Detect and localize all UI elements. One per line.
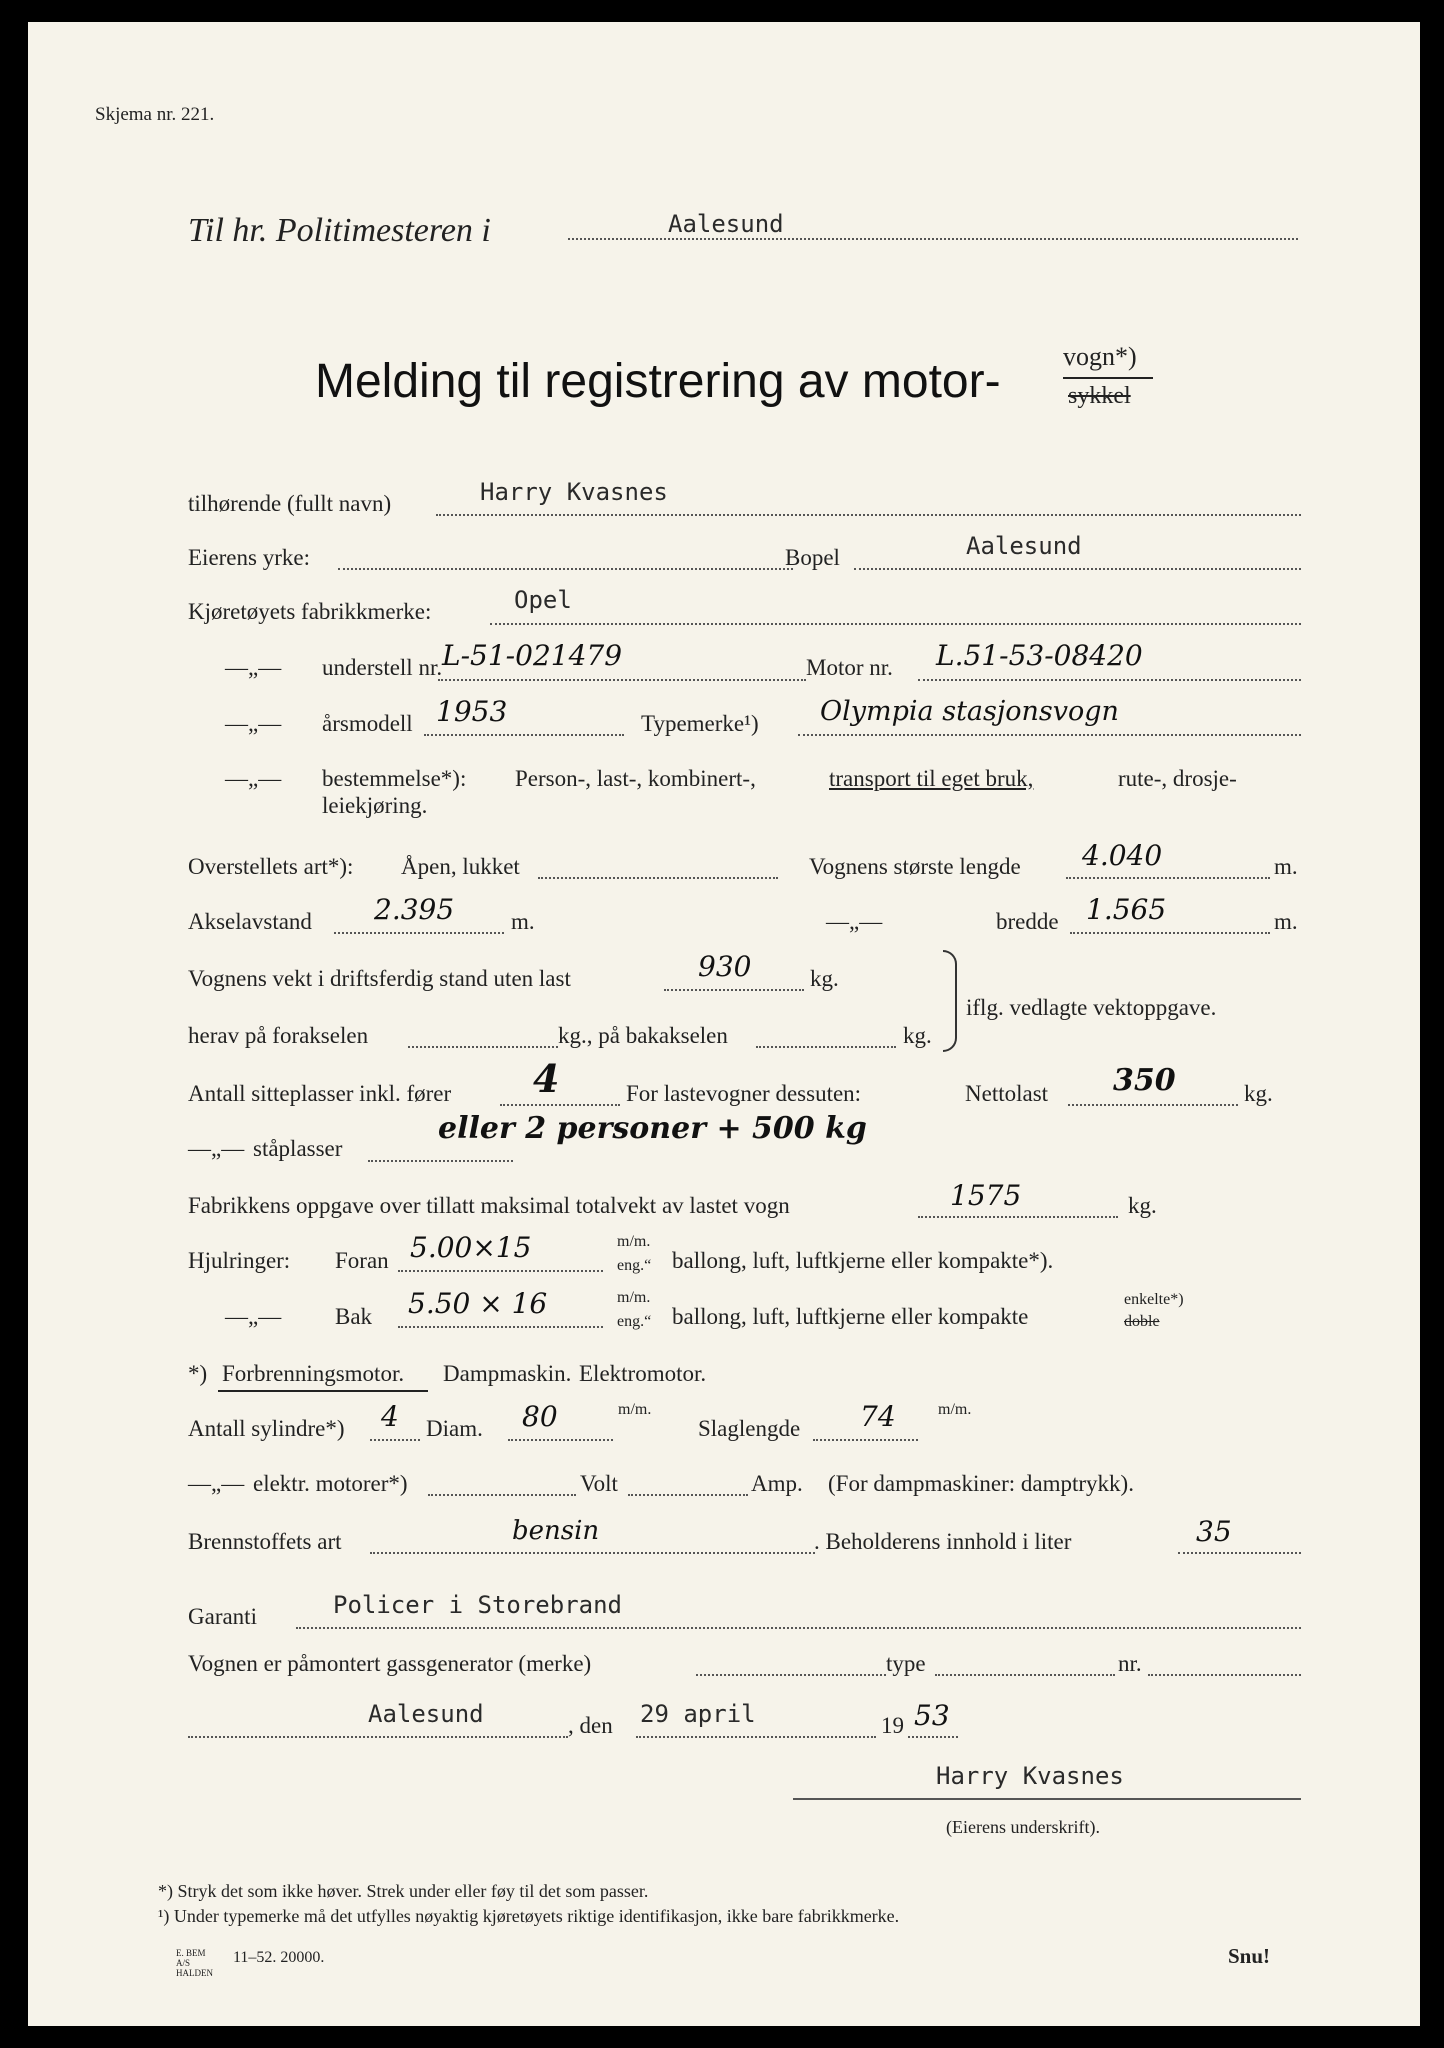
rear-tire-unit-mm: m/m. <box>617 1289 651 1306</box>
weight-unit: kg. <box>810 966 839 991</box>
motor-line <box>918 679 1301 681</box>
seats-value: 4 <box>533 1056 560 1101</box>
rear-tire-enkelte: enkelte*) <box>1124 1291 1184 1308</box>
truck-label: For lastevogner dessuten: <box>626 1081 862 1106</box>
turn-over-note: Snu! <box>1228 1944 1271 1968</box>
max-weight-label: Fabrikkens oppgave over tillatt maksimal totalvekt av lastet vogn <box>188 1193 790 1218</box>
type-mark-value: Olympia stasjonsvogn <box>820 696 1119 727</box>
printer-name: E. BEM A/S HALDEN <box>176 1948 213 1978</box>
purpose-label: bestemmelse*): <box>322 766 467 791</box>
make-label: Kjøretøyets fabrikkmerke: <box>188 599 432 624</box>
police-district-value: Aalesund <box>668 210 784 238</box>
addressee-line <box>568 238 1298 240</box>
date-century: 19 <box>881 1713 904 1738</box>
engine-combustion-underline <box>218 1390 428 1392</box>
gas-nr-line <box>1148 1674 1301 1676</box>
rear-axle-label: kg., på bakakselen <box>558 1023 728 1048</box>
cylinders-label: Antall sylindre*) <box>188 1416 345 1441</box>
front-tire-unit-mm: m/m. <box>617 1233 651 1250</box>
place-value: Aalesund <box>368 1700 484 1728</box>
diam-unit-mm: m/m. <box>618 1401 652 1418</box>
gas-type-line <box>935 1674 1115 1676</box>
year-line <box>424 734 624 736</box>
guarantee-label: Garanti <box>188 1604 257 1629</box>
chassis-ditto: —„— <box>225 655 282 680</box>
owner-name-value: Harry Kvasnes <box>480 478 668 506</box>
tires-label: Hjulringer: <box>188 1248 291 1273</box>
rear-tire-unit-eng: eng.“ <box>617 1313 652 1330</box>
date-year-line <box>908 1736 958 1738</box>
wheelbase-value: 2.395 <box>374 893 455 926</box>
title-option-divider <box>1063 377 1153 379</box>
rear-axle-unit: kg. <box>903 1023 932 1048</box>
electric-line <box>428 1494 576 1496</box>
max-weight-line <box>918 1216 1118 1218</box>
wheelbase-line <box>334 932 504 934</box>
year-suffix-value: 53 <box>914 1699 950 1732</box>
width-label: bredde <box>996 909 1059 934</box>
motor-label: Motor nr. <box>806 655 893 680</box>
chassis-line <box>438 679 806 681</box>
weight-brace <box>943 950 957 1052</box>
addressee-label: Til hr. Politimesteren i <box>188 212 491 249</box>
engine-option-steam: Dampmaskin. <box>443 1361 572 1386</box>
weight-label: Vognens vekt i driftsferdig stand uten last <box>188 966 571 991</box>
front-tire-value: 5.00×15 <box>410 1231 532 1264</box>
purpose-options-d: leiekjøring. <box>322 793 428 818</box>
standing-ditto: —„— <box>188 1136 245 1161</box>
purpose-options-selected: transport til eget bruk, <box>829 766 1034 791</box>
signature-caption: (Eierens underskrift). <box>946 1817 1100 1837</box>
seats-line <box>500 1104 620 1106</box>
residence-value: Aalesund <box>966 532 1082 560</box>
rear-tire-label: Bak <box>335 1304 373 1329</box>
wheelbase-label: Akselavstand <box>188 909 312 934</box>
width-ditto: —„— <box>826 909 883 934</box>
standing-line <box>368 1160 513 1162</box>
title-option-vogn: vogn*) <box>1063 342 1137 371</box>
purpose-ditto: —„— <box>225 766 282 791</box>
max-weight-value: 1575 <box>950 1179 1022 1212</box>
motor-nr-value: L.51-53-08420 <box>936 639 1143 672</box>
net-load-unit: kg. <box>1244 1081 1273 1106</box>
purpose-options-c: rute-, drosje- <box>1118 766 1237 791</box>
net-load-line <box>1068 1104 1238 1106</box>
front-tire-unit-eng: eng.“ <box>617 1257 652 1274</box>
rear-tire-doble: doble <box>1124 1313 1160 1330</box>
rear-tire-value: 5.50 × 16 <box>408 1287 548 1320</box>
standing-label: ståplasser <box>253 1136 343 1161</box>
length-line <box>1066 877 1270 879</box>
front-tire-label: Foran <box>335 1248 389 1273</box>
width-value: 1.565 <box>1086 893 1167 926</box>
wheelbase-unit: m. <box>511 909 535 934</box>
tank-line <box>1178 1552 1301 1554</box>
signature-line <box>793 1798 1301 1800</box>
cylinders-line <box>370 1439 420 1441</box>
cylinders-value: 4 <box>381 1400 399 1433</box>
gas-nr-label: nr. <box>1118 1651 1142 1676</box>
owner-label: tilhørende (fullt navn) <box>188 491 392 516</box>
gas-type-label: type <box>886 1651 926 1676</box>
fuel-line <box>370 1552 815 1554</box>
model-year-value: 1953 <box>436 695 508 728</box>
rear-tire-ditto: —„— <box>225 1304 282 1329</box>
stroke-line <box>813 1439 918 1441</box>
weight-value: 930 <box>698 950 752 983</box>
footnote-strike: *) Stryk det som ikke høver. Strek under eller føy til det som passer. <box>158 1881 649 1901</box>
volt-label: Volt <box>580 1471 618 1496</box>
length-label: Vognens største lengde <box>809 854 1021 879</box>
tank-value: 35 <box>1196 1515 1232 1548</box>
year-label: årsmodell <box>322 711 413 736</box>
rear-tire-line <box>398 1326 603 1328</box>
guarantee-value: Policer i Storebrand <box>333 1591 622 1619</box>
net-load-value: 350 <box>1113 1063 1176 1098</box>
body-label: Overstellets art*): <box>188 854 354 879</box>
engine-option-combustion: Forbrenningsmotor. <box>222 1361 405 1386</box>
tank-label: . Beholderens innhold i liter <box>814 1529 1072 1554</box>
stroke-label: Slaglengde <box>698 1416 801 1441</box>
form-title: Melding til registrering av motor- <box>315 355 1001 408</box>
gas-generator-line <box>696 1674 886 1676</box>
date-den-label: , den <box>568 1713 613 1738</box>
net-load-label: Nettolast <box>965 1081 1049 1106</box>
fuel-value: bensin <box>512 1516 600 1546</box>
steam-label: (For dampmaskiner: damptrykk). <box>828 1471 1134 1496</box>
footnote-typemark: ¹) Under typemerke må det utfylles nøyaktig kjøretøyets riktige identifikasjon, ikke bare fabrikkmerke. <box>158 1906 900 1926</box>
occupation-line <box>338 568 793 570</box>
schema-number: Skjema nr. 221. <box>95 104 215 125</box>
body-line <box>538 877 778 879</box>
front-axle-line <box>408 1046 558 1048</box>
owner-line <box>436 514 1301 516</box>
stroke-unit-mm: m/m. <box>938 1401 972 1418</box>
form-page <box>28 22 1420 2026</box>
chassis-label: understell nr. <box>322 655 443 680</box>
volt-line <box>628 1494 748 1496</box>
front-axle-label: herav på forakselen <box>188 1023 369 1048</box>
width-line <box>1070 932 1270 934</box>
signature-value: Harry Kvasnes <box>936 1762 1124 1790</box>
rear-axle-line <box>756 1046 896 1048</box>
residence-label: Bopel <box>785 545 840 570</box>
seats-label: Antall sitteplasser inkl. fører <box>188 1081 452 1106</box>
make-line <box>490 623 1301 625</box>
width-unit: m. <box>1274 909 1298 934</box>
standing-value: eller 2 personer + 500 kg <box>438 1111 867 1146</box>
electric-ditto: —„— <box>188 1471 245 1496</box>
electric-label: elektr. motorer*) <box>253 1471 408 1496</box>
diam-line <box>508 1439 613 1441</box>
guarantee-line <box>296 1627 1301 1629</box>
type-line <box>798 734 1301 736</box>
chassis-nr-value: L-51-021479 <box>442 639 623 672</box>
place-line <box>188 1736 568 1738</box>
date-line <box>636 1736 876 1738</box>
gas-generator-label: Vognen er påmontert gassgenerator (merke) <box>188 1651 592 1676</box>
weight-note: iflg. vedlagte vektoppgave. <box>966 995 1217 1020</box>
diam-label: Diam. <box>426 1416 483 1441</box>
residence-line <box>854 568 1301 570</box>
rear-tire-options: ballong, luft, luftkjerne eller kompakte <box>672 1304 1029 1329</box>
year-ditto: —„— <box>225 711 282 736</box>
purpose-options-a: Person-, last-, kombinert-, <box>515 766 756 791</box>
title-option-sykkel: sykkel <box>1068 383 1131 409</box>
stroke-value: 74 <box>860 1400 896 1433</box>
make-value: Opel <box>514 586 572 614</box>
engine-option-electric: Elektromotor. <box>579 1361 707 1386</box>
type-label: Typemerke¹) <box>641 711 759 736</box>
length-value: 4.040 <box>1082 839 1163 872</box>
diameter-value: 80 <box>522 1400 558 1433</box>
occupation-label: Eierens yrke: <box>188 545 310 570</box>
length-unit: m. <box>1274 854 1298 879</box>
date-value: 29 april <box>640 1700 756 1728</box>
max-weight-unit: kg. <box>1128 1193 1157 1218</box>
amp-label: Amp. <box>751 1471 803 1496</box>
weight-line <box>664 989 804 991</box>
front-tire-line <box>398 1270 603 1272</box>
print-info: 11–52. 20000. <box>233 1949 325 1966</box>
fuel-label: Brennstoffets art <box>188 1529 342 1554</box>
front-tire-options: ballong, luft, luftkjerne eller kompakte*). <box>672 1248 1054 1273</box>
body-options: Åpen, lukket <box>401 854 520 879</box>
engine-footmark: *) <box>188 1361 208 1386</box>
